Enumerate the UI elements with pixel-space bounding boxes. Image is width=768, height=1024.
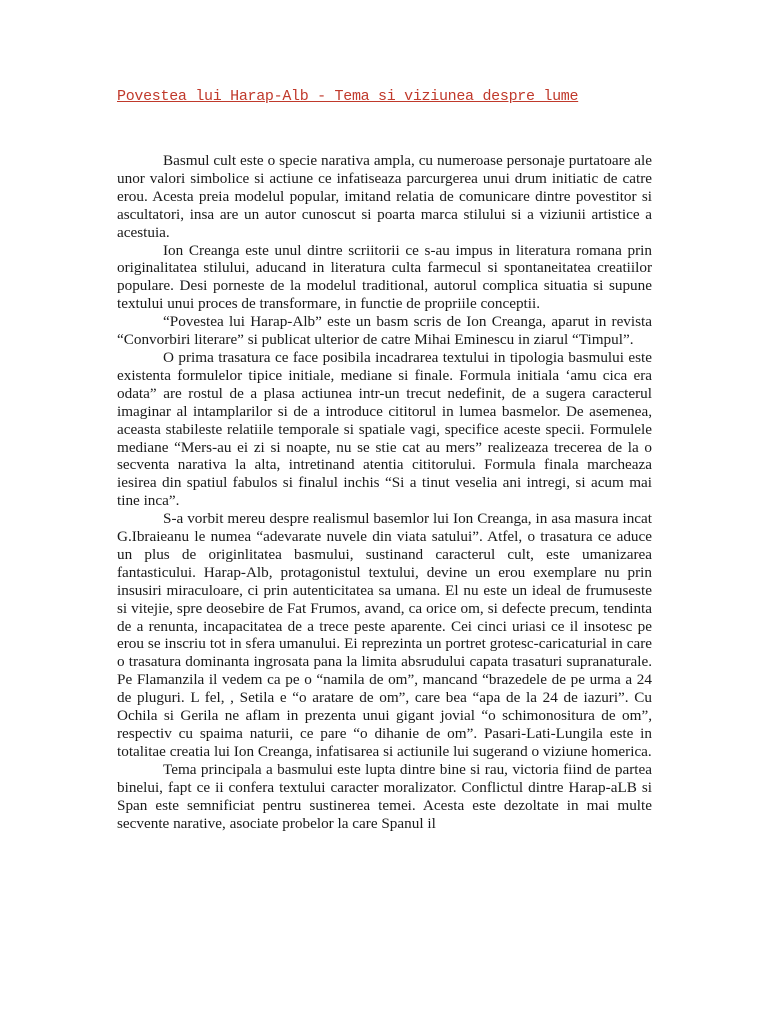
paragraph-author: Ion Creanga este unul dintre scriitorii ce s-au impus in literatura romana prin originalitatea stilului, aducand in literatura culta farmecul si spontaneitatea creatiilor populare. Desi porneste de la modelul traditional, autorul complica situatia si supune textului unui proces de transformare, in functie de propriile conceptii. <box>117 241 652 313</box>
paragraph-realism: S-a vorbit mereu despre realismul basemlor lui Ion Creanga, in asa masura incat G.Ibraieanu le numea “adevarate nuvele din viata satului”. Atfel, o trasatura ce aduce un plus de originlitatea basmului, sustinand caracterul cult, este umanizarea fantasticului. Harap-Alb, protagonistul textului, devine un erou exemplare nu prin insusiri miraculoare, ci prin autenticitatea sa umana. El nu este un ideal de frumuseste si vitejie, spre deosebire de Fat Frumos, avand, ca orice om, si defecte precum, tendinta de a renunta, incapacitatea de a trece peste aparente. Cei cinci uriasi ce il insotesc pe erou se inscriu tot in sfera umanului. Ei reprezinta un portret grotesc-caricaturial in care o trasatura dominanta ingrosata pana la limita absrudului capata trasaturi supranaturale. Pe Flamanzila il vedem ca pe o “namila de om”, mancand “brazedele de pe urma a 24 de pluguri. L fel, , Setila e “o aratare de om”, care bea “apa de la 24 de iazuri”. Cu Ochila si Gerila ne aflam in prezenta unui gigant jovial “o schimonositura de om”, respectiv cu spaima naturii, ce pare “o dihanie de om”. Pasari-Lati-Lungila este in totalitae creatia lui Ion Creanga, infatisarea si actiunile lui sugerand o viziune homerica. <box>117 510 652 760</box>
paragraph-theme: Tema principala a basmului este lupta dintre bine si rau, victoria fiind de partea binelui, fapt ce ii confera textului caracter moralizator. Conflictul dintre Harap-aLB si Span este semnificiat pentru sustinerea temei. Acesta este dezoltate in mai multe secvente narative, asociate probelor la care Spanul il <box>117 760 652 832</box>
document-body <box>117 152 652 832</box>
document-title: Povestea lui Harap-Alb - Tema si viziunea despre lume <box>117 88 579 105</box>
paragraph-publication: “Povestea lui Harap-Alb” este un basm scris de Ion Creanga, aparut in revista “Convorbiri literare” si publicat ulterior de catre Mihai Eminescu in ziarul “Timpul”. <box>117 313 652 349</box>
paragraph-intro: Basmul cult este o specie narativa ampla, cu numeroase personaje purtatoare ale unor valori simbolice si actiune ce infatiseaza parcurgerea unui drum initiatic de catre erou. Acesta preia modelul popular, imitand relatia de comunicare dintre povestitor si ascultatori, insa are un autor cunoscut si poarta marca stilului si a viziunii artistice a acestuia. <box>117 152 652 241</box>
paragraph-formulas: O prima trasatura ce face posibila incadrarea textului in tipologia basmului este existenta formulelor tipice initiale, mediane si finale. Formula initiala ‘amu cica era odata” are rostul de a plasa actiunea intr-un trecut nedefinit, de a sugera caracterul imaginar al intamplarilor si de a introduce cititorul in lumea basmelor. De asemenea, aceasta stabileste relatiile temporale si spatiale vagi, specifice aceste specii. Formulele mediane “Mers-au ei zi si noapte, nu se stie cat au mers” realizeaza trecerea de la o secventa narativa la alta, intretinand atentia cititorului. Formula finala marcheaza iesirea din spatiul fabulos si finalul inchis “Si a tinut veselia ani intregi, si acum mai tine inca”. <box>117 348 652 510</box>
